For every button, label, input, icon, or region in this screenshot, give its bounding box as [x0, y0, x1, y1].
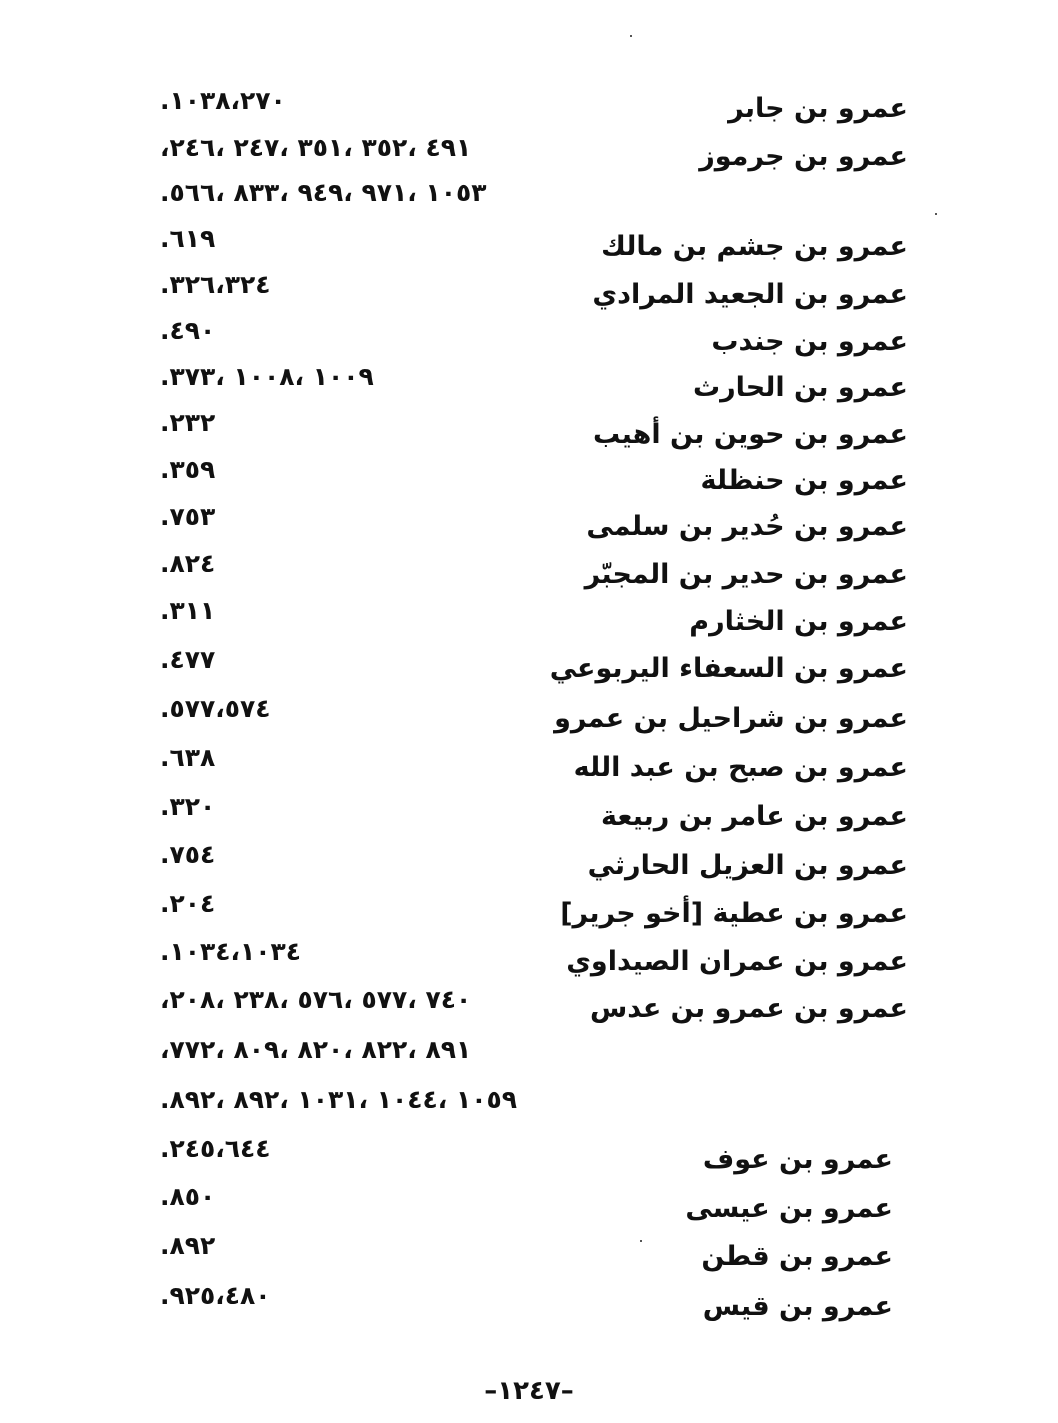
entry-name: عمرو بن الحارث	[692, 372, 908, 403]
entry-pages: ،٨٩١ ،٨٢٢ ،٨٢٠ ،٨٠٩ ،٧٧٢	[160, 1035, 472, 1064]
entry-name: عمرو بن جرموز	[699, 141, 908, 172]
scan-speck	[935, 213, 937, 215]
entry-pages: .٤٧٧	[160, 645, 216, 674]
scan-speck	[630, 35, 632, 37]
entry-pages: .١٠٣٤،١٠٣٤	[160, 937, 302, 966]
entry-name: عمرو بن جندب	[711, 326, 908, 357]
entry-pages: .١٠٠٩ ،١٠٠٨ ،٣٧٣	[160, 362, 374, 391]
entry-pages: .٢٠٤	[160, 889, 216, 918]
entry-pages: .٣٢٦،٣٢٤	[160, 270, 271, 299]
entry-name: عمرو بن شراحيل بن عمرو	[554, 703, 908, 734]
entry-pages: .٤٩٠	[160, 316, 216, 345]
scan-speck	[640, 1240, 642, 1242]
entry-name: عمرو بن السعفاء اليربوعي	[549, 653, 908, 684]
entry-pages: ،٧٤٠ ،٥٧٧ ،٥٧٦ ،٢٣٨ ،٢٠٨	[160, 985, 472, 1014]
entry-name: عمرو بن صبح بن عبد الله	[573, 752, 908, 783]
entry-pages: .٩٢٥،٤٨٠	[160, 1281, 271, 1310]
entry-pages: .٣٥٩	[160, 455, 216, 484]
entry-name: عمرو بن حُدير بن سلمى	[586, 511, 908, 542]
entry-pages: .٨٢٤	[160, 549, 216, 578]
entry-pages: .٣١١	[160, 596, 216, 625]
entry-pages: .٥٧٧،٥٧٤	[160, 694, 271, 723]
entry-pages: .٢٤٥،٦٤٤	[160, 1134, 271, 1163]
entry-name: عمرو بن حوين بن أهيب	[593, 419, 908, 450]
entry-pages: .٦٣٨	[160, 743, 216, 772]
entry-pages: .٢٣٢	[160, 408, 216, 437]
entry-pages: ،٤٩١ ،٣٥٢ ،٣٥١ ،٢٤٧ ،٢٤٦	[160, 133, 472, 162]
entry-name: عمرو بن حدير بن المجبّر	[584, 559, 908, 590]
entry-pages: .٨٥٠	[160, 1182, 216, 1211]
entry-name: عمرو بن عطية [أخو جرير]	[560, 898, 908, 929]
entry-name: عمرو بن العزيل الحارثي	[587, 850, 908, 881]
entry-pages: .٣٢٠	[160, 792, 216, 821]
entry-name: عمرو بن عمران الصيداوي	[566, 946, 908, 977]
entry-pages: .١٠٥٩ ،١٠٤٤ ،١٠٣١ ،٨٩٢ ،٨٩٢	[160, 1085, 518, 1114]
entry-pages: .٧٥٣	[160, 502, 216, 531]
entry-name: عمرو بن عمرو بن عدس	[589, 993, 908, 1024]
entry-name: عمرو بن قيس	[702, 1291, 893, 1322]
entry-name: عمرو بن قطن	[701, 1241, 893, 1272]
entry-name: عمرو بن الخثارم	[689, 606, 908, 637]
entry-name: عمرو بن جابر	[728, 93, 908, 124]
entry-pages: .١٠٥٣ ،٩٧١ ،٩٤٩ ،٨٣٣ ،٥٦٦	[160, 178, 487, 207]
page-number: –١٢٤٧–	[484, 1376, 574, 1406]
entry-pages: .٦١٩	[160, 224, 216, 253]
entry-pages: .٨٩٢	[160, 1231, 216, 1260]
entry-name: عمرو بن الجعيد المرادي	[592, 279, 908, 310]
entry-name: عمرو بن جشم بن مالك	[601, 231, 908, 262]
entry-name: عمرو بن عوف	[702, 1144, 893, 1175]
entry-name: عمرو بن عيسى	[685, 1193, 893, 1224]
entry-name: عمرو بن عامر بن ربيعة	[600, 801, 908, 832]
entry-pages: .٧٥٤	[160, 840, 216, 869]
entry-pages: .١٠٣٨،٢٧٠	[160, 86, 286, 115]
entry-name: عمرو بن حنظلة	[700, 465, 908, 496]
